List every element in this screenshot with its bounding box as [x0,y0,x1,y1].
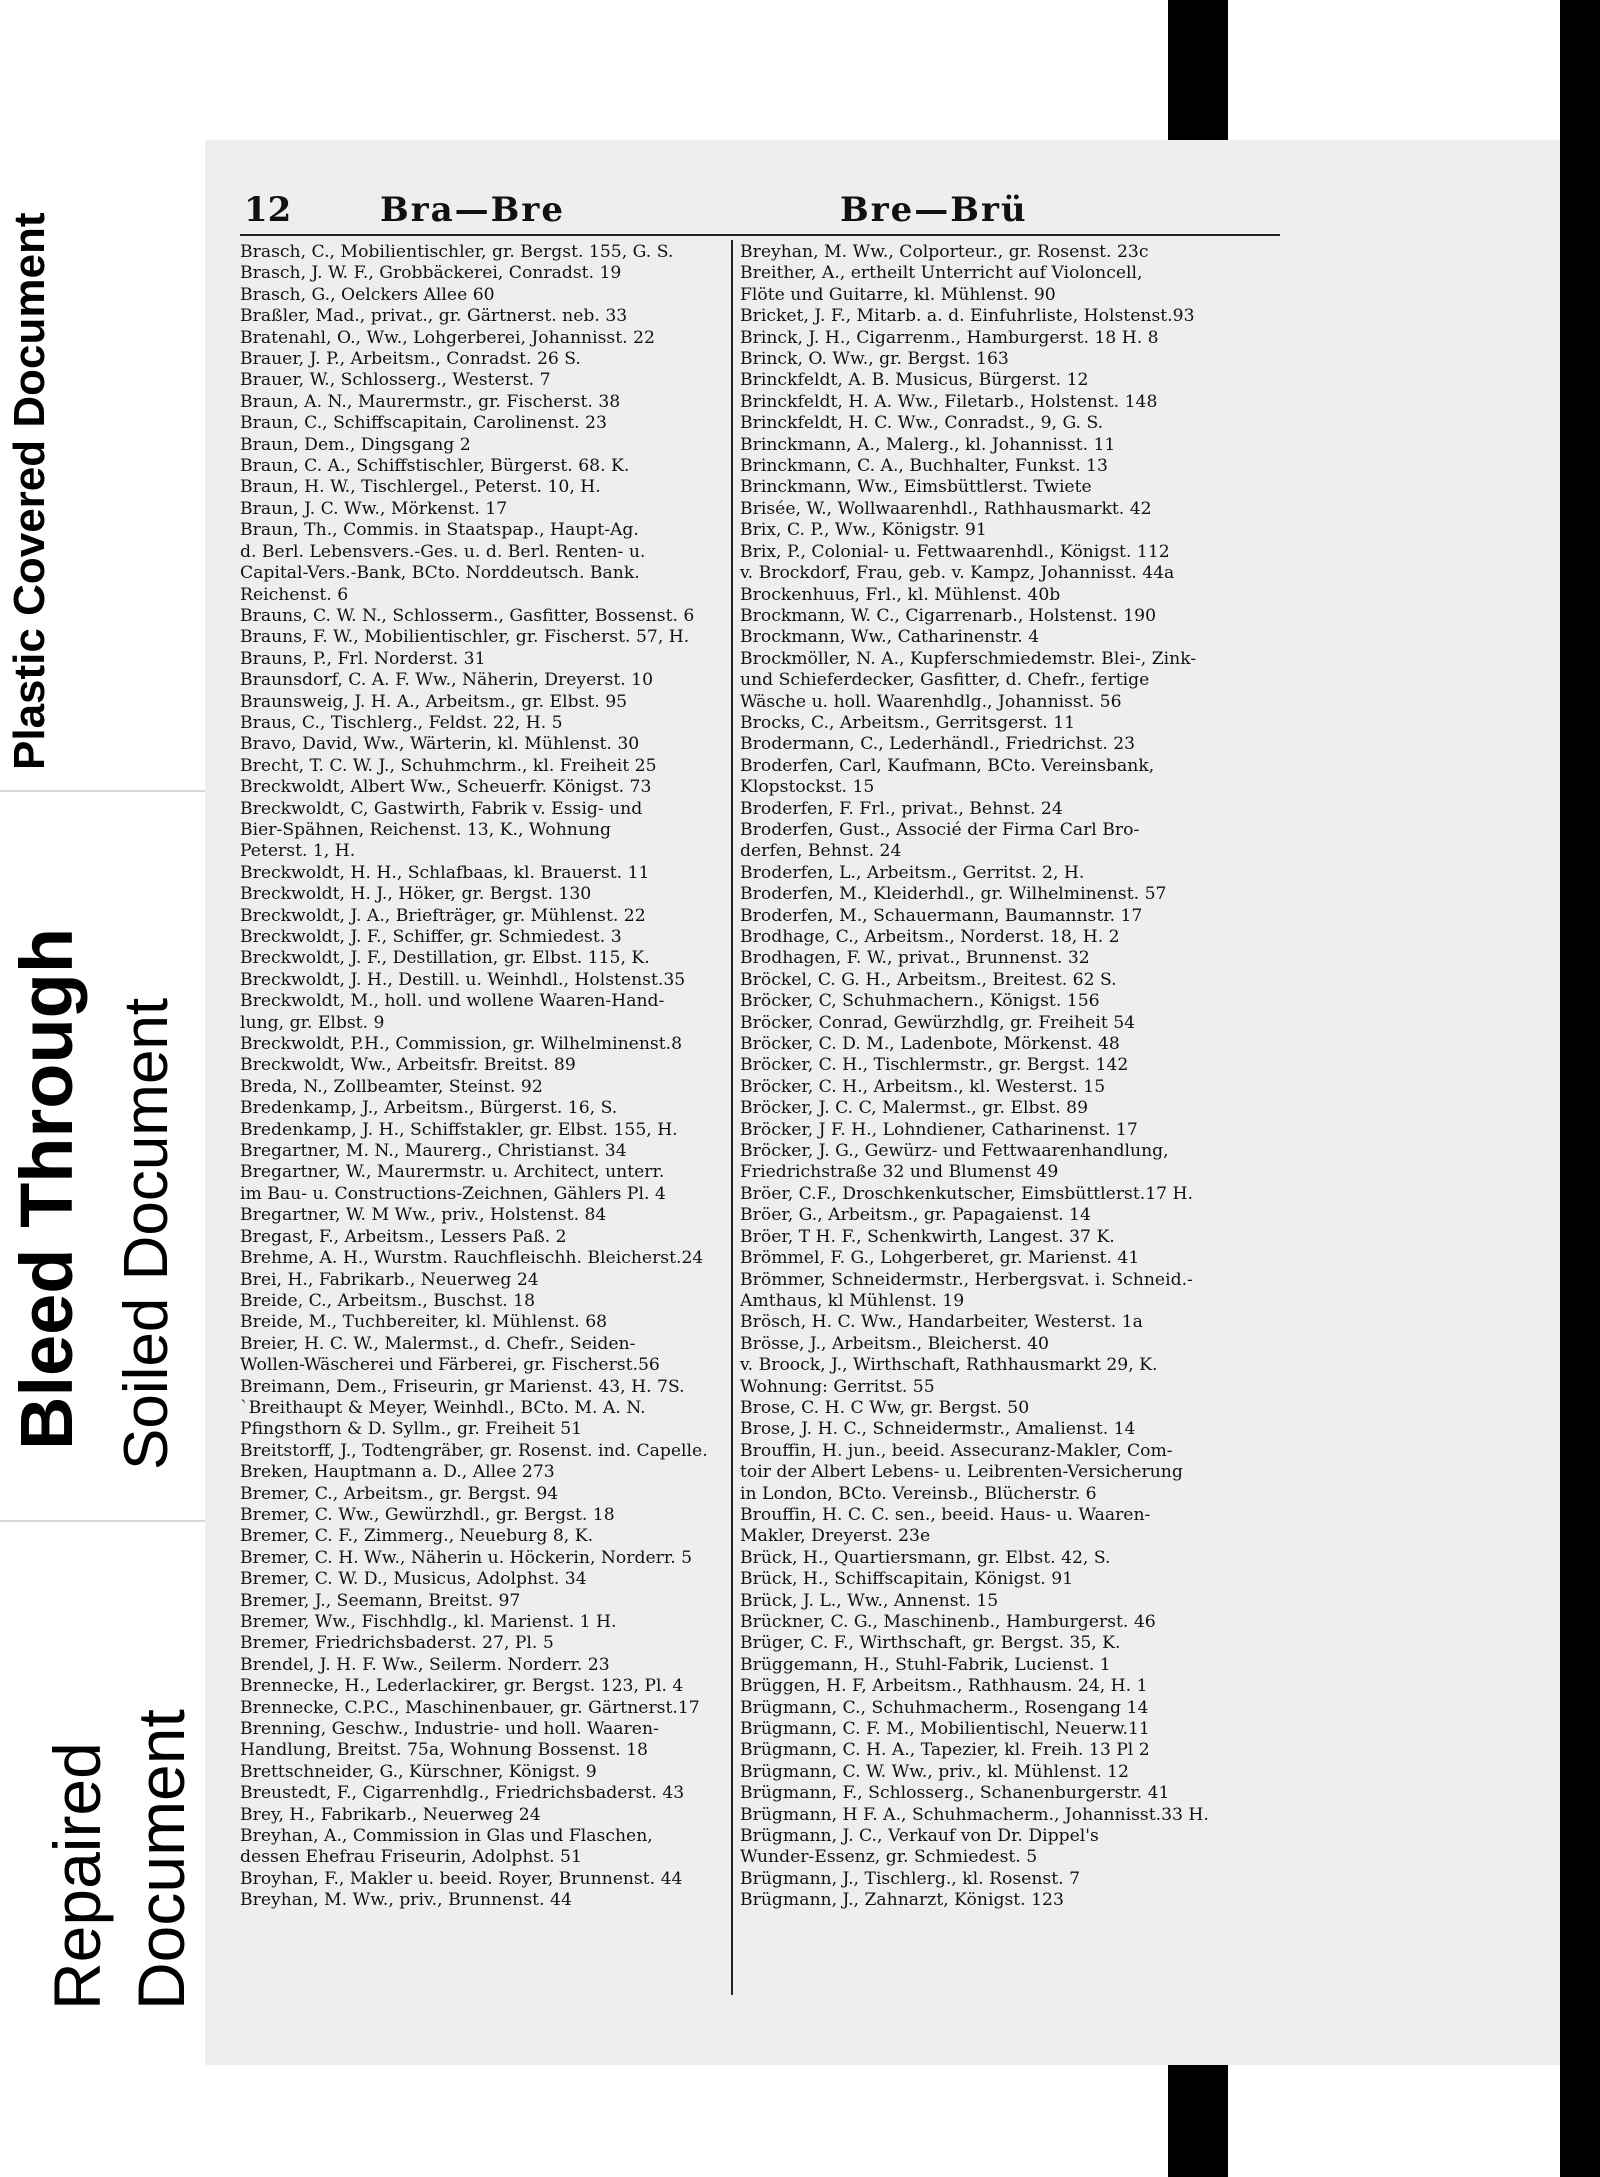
directory-entry: Brettschneider, G., Kürschner, Königst. 9 [240,1761,597,1782]
directory-entry: Breckwoldt, H. J., Höker, gr. Bergst. 130 [240,884,592,905]
directory-entry: Bregartner, M. N., Maurerg., Christianst. 34 [240,1141,627,1162]
label-divider [0,790,205,792]
directory-entry: Bröer, T H. F., Schenkwirth, Langest. 37 K. [740,1226,1115,1247]
directory-entry: Bredenkamp, J., Arbeitsm., Bürgerst. 16, S. [240,1098,618,1119]
directory-entry: dessen Ehefrau Friseurin, Adolphst. 51 [240,1847,582,1868]
directory-entry: Brodermann, C., Lederhändl., Friedrichst. 23 [740,734,1136,755]
directory-entry: Bremer, C., Arbeitsm., gr. Bergst. 94 [240,1483,559,1504]
directory-entry: Bröckel, C. G. H., Arbeitsm., Breitest. 62 S. [740,969,1117,990]
directory-entry: Klopstockst. 15 [740,777,875,798]
directory-entry: Brinckfeldt, H. C. Ww., Conradst., 9, G. S. [740,413,1104,434]
directory-entry: lung, gr. Elbst. 9 [240,1012,385,1033]
directory-entry: Breustedt, F., Cigarrenhdlg., Friedrichsbaderst. 43 [240,1783,685,1804]
directory-entry: Brück, H., Schiffscapitain, Königst. 91 [740,1569,1074,1590]
directory-entry: Broderfen, Carl, Kaufmann, BCto. Vereinsbank, [740,755,1155,776]
directory-entry: Breyhan, M. Ww., Colporteur., gr. Rosenst. 23c [740,242,1149,262]
directory-entry: Bremer, Ww., Fischhdlg., kl. Marienst. 1 H. [240,1612,617,1632]
directory-entry: Brüggemann, H., Stuhl-Fabrik, Lucienst. 1 [740,1654,1111,1675]
directory-entry: Brauer, W., Schlosserg., Westerst. 7 [240,370,551,391]
directory-entry: Brinck, J. H., Cigarrenm., Hamburgerst. 18 H. 8 [740,327,1159,348]
directory-entry: Brügmann, C., Schuhmacherm., Rosengang 14 [740,1697,1149,1718]
directory-entry: Brügmann, C. H. A., Tapezier, kl. Freih. 13 Pl 2 [740,1740,1150,1761]
directory-entry: Brück, J. L., Ww., Annenst. 15 [740,1590,999,1611]
directory-entry: Wäsche u. holl. Waarenhdlg., Johannisst. 56 [740,691,1122,712]
directory-entry: Bricket, J. F., Mitarb. a. d. Einfuhrliste, Holstenst.93 [740,306,1195,327]
directory-entry: Bredenkamp, J. H., Schiffstakler, gr. Elbst. 155, H. [240,1119,678,1140]
directory-entry: Breyhan, A., Commission in Glas und Flaschen, [240,1826,653,1847]
directory-entry: Bravo, David, Ww., Wärterin, kl. Mühlenst. 30 [240,734,640,755]
directory-entry: Wunder-Essenz, gr. Schmiedest. 5 [740,1847,1038,1868]
directory-entry: `Breithaupt & Meyer, Weinhdl., BCto. M. A. N. [240,1397,646,1418]
directory-entry: Brinckmann, A., Malerg., kl. Johannisst. 11 [740,434,1116,455]
directory-entry: Bröcker, Conrad, Gewürzhdlg, gr. Freiheit 54 [740,1012,1136,1033]
directory-entry: Brügmann, C. W. Ww., priv., kl. Mühlenst. 12 [740,1761,1129,1782]
directory-entry: Handlung, Breitst. 75a, Wohnung Bossenst. 18 [240,1740,648,1761]
bleed-through-label: Bleed Through [5,927,88,1450]
soiled-document-label: Soiled Document [112,997,181,1470]
directory-entry: Brömmer, Schneidermstr., Herbergsvat. i. Schneid.- [740,1269,1193,1290]
directory-entry: Bregast, F., Arbeitsm., Lessers Paß. 2 [240,1226,567,1247]
directory-entry: Brennecke, C.P.C., Maschinenbauer, gr. Gärtnerst.17 [240,1697,700,1718]
directory-entry: Brodhagen, F. W., privat., Brunnenst. 32 [740,948,1090,969]
directory-entry: Brösse, J., Arbeitsm., Bleicherst. 40 [740,1333,1049,1354]
directory-entry: Bröcker, J. C. C, Malermst., gr. Elbst. 89 [740,1098,1089,1119]
directory-entry: im Bau- u. Constructions-Zeichnen, Gählers Pl. 4 [240,1183,666,1204]
directory-entry: Brouffin, H. C. C. sen., beeid. Haus- u. Waaren- [740,1504,1151,1525]
directory-entry: Brix, P., Colonial- u. Fettwaarenhdl., Königst. 112 [740,541,1170,562]
directory-entry: Breier, H. C. W., Malermst., d. Chefr., Seiden- [240,1333,636,1354]
directory-entry: Brömmel, F. G., Lohgerberet, gr. Marienst. 41 [740,1248,1140,1269]
directory-entry: Brockenhuus, Frl., kl. Mühlenst. 40b [740,584,1061,605]
directory-entry: Brückner, C. G., Maschinenb., Hamburgerst. 46 [740,1612,1156,1632]
directory-entry: Brüggen, H. F, Arbeitsm., Rathhausm. 24, H. 1 [740,1676,1148,1697]
directory-entry: Broyhan, F., Makler u. beeid. Royer, Brunnenst. 44 [240,1868,683,1889]
directory-entry: Brügmann, J., Tischlerg., kl. Rosenst. 7 [740,1868,1081,1889]
directory-entry: Breckwoldt, C, Gastwirth, Fabrik v. Essig- und [240,798,643,819]
plastic-covered-label: Plastic Covered Document [5,212,54,770]
directory-entry: Bröcker, C. H., Arbeitsm., kl. Westerst. 15 [740,1076,1106,1097]
directory-entry: Brasch, G., Oelckers Allee 60 [240,284,495,305]
repaired-label: Repaired [40,1742,114,2010]
directory-entry: Makler, Dreyerst. 23e [740,1526,931,1547]
directory-entry: Bregartner, W. M Ww., priv., Holstenst. 84 [240,1205,607,1226]
directory-entry: toir der Albert Lebens- u. Leibrenten-Versicherung [740,1462,1183,1483]
directory-entry: Braun, A. N., Maurermstr., gr. Fischerst. 38 [240,391,621,412]
page-number: 12 [244,190,292,230]
directory-entry: Breckwoldt, P.H., Commission, gr. Wilhelminenst.8 [240,1034,683,1055]
directory-entry: Bremer, C. Ww., Gewürzhdl., gr. Bergst. 18 [240,1504,615,1525]
directory-entry: Brennecke, H., Lederlackirer, gr. Bergst. 123, Pl. 4 [240,1676,684,1697]
directory-entry: Bratenahl, O., Ww., Lohgerberei, Johannisst. 22 [240,327,655,348]
directory-entry: Brinckfeldt, A. B. Musicus, Bürgerst. 12 [740,370,1089,391]
directory-entry: Brinck, O. Ww., gr. Bergst. 163 [740,349,1009,370]
directory-entry: Pfingsthorn & D. Syllm., gr. Freiheit 51 [240,1419,583,1440]
repaired-document-label: Document [124,1709,198,2010]
directory-entry: Brodhage, C., Arbeitsm., Norderst. 18, H. 2 [740,927,1120,947]
directory-entry: Brisée, W., Wollwaarenhdl., Rathhausmarkt. 42 [740,498,1152,519]
directory-entry: Broderfen, F. Frl., privat., Behnst. 24 [740,798,1063,819]
directory-entry: Bröcker, C, Schuhmachern., Königst. 156 [740,991,1100,1012]
directory-entry: Brauns, C. W. N., Schlosserm., Gasfitter, Bossenst. 6 [240,605,695,626]
directory-entry: Brocks, C., Arbeitsm., Gerritsgerst. 11 [740,712,1076,733]
directory-entry: Brockmann, W. C., Cigarrenarb., Holstenst. 190 [740,605,1157,626]
directory-entry: Brehme, A. H., Wurstm. Rauchfleischh. Bleicherst.24 [240,1248,704,1269]
directory-entry: Bremer, J., Seemann, Breitst. 97 [240,1590,521,1611]
directory-entry: Wollen-Wäscherei und Färberei, gr. Fischerst.56 [240,1355,660,1376]
directory-entry: Braun, C., Schiffscapitain, Carolinenst. 23 [240,413,607,434]
directory-entry: Breide, M., Tuchbereiter, kl. Mühlenst. 68 [240,1312,608,1333]
directory-entry: Bremer, C. H. Ww., Näherin u. Höckerin, Norderr. 5 [240,1547,693,1568]
directory-entry: Bremer, C. F., Zimmerg., Neueburg 8, K. [240,1526,594,1547]
directory-entry: Brecht, T. C. W. J., Schuhmchrm., kl. Freiheit 25 [240,755,657,776]
directory-entry: Brauer, J. P., Arbeitsm., Conradst. 26 S. [240,349,581,370]
column-1 [240,242,726,1912]
directory-entry: Flöte und Guitarre, kl. Mühlenst. 90 [740,284,1056,305]
directory-entry: Amthaus, kl Mühlenst. 19 [740,1290,965,1311]
directory-entry: Brügmann, C. F. M., Mobilientischl, Neuerw.11 [740,1719,1150,1740]
directory-entry: Brinckfeldt, H. A. Ww., Filetarb., Holstenst. 148 [740,391,1158,412]
directory-entry: d. Berl. Lebensvers.-Ges. u. d. Berl. Renten- u. [240,541,646,562]
directory-entry: Bier-Spähnen, Reichenst. 13, K., Wohnung [240,819,612,840]
directory-entry: Breckwoldt, J. F., Destillation, gr. Elbst. 115, K. [240,948,650,969]
directory-entry: Capital-Vers.-Bank, BCto. Norddeutsch. Bank. [240,563,640,584]
directory-entry: Brauns, F. W., Mobilientischler, gr. Fischerst. 57, H. [240,627,690,648]
directory-entry: Brüger, C. F., Wirthschaft, gr. Bergst. 35, K. [740,1633,1121,1654]
directory-entry: Peterst. 1, H. [240,841,356,862]
directory-entry: Brauns, P., Frl. Norderst. 31 [240,648,486,669]
directory-entry: Bröcker, C. D. M., Ladenbote, Mörkenst. 48 [740,1034,1120,1055]
header-right: Bre—Brü [840,190,1028,230]
scan-edge [1560,0,1600,2177]
label-divider [0,1520,205,1522]
directory-entry: Breckwoldt, H. H., Schlafbaas, kl. Brauerst. 11 [240,862,650,883]
directory-entry: Breken, Hauptmann a. D., Allee 273 [240,1462,555,1483]
directory-entry: Bröcker, J. G., Gewürz- und Fettwaarenhandlung, [740,1141,1169,1162]
directory-entry: Breckwoldt, J. A., Briefträger, gr. Mühlenst. 22 [240,905,646,926]
column-2 [740,242,1276,1912]
directory-entry: derfen, Behnst. 24 [740,841,902,862]
directory-entry: Bregartner, W., Maurermstr. u. Architect, unterr. [240,1162,665,1183]
column-rule [731,240,733,1995]
directory-entry: Brose, J. H. C., Schneidermstr., Amalienst. 14 [740,1419,1136,1440]
directory-entry: Brei, H., Fabrikarb., Neuerweg 24 [240,1269,539,1290]
directory-entry: Breckwoldt, M., holl. und wollene Waaren-Hand- [240,991,665,1012]
directory-entry: Breitstorff, J., Todtengräber, gr. Rosenst. ind. Capelle. [240,1440,708,1461]
directory-entry: Braun, C. A., Schiffstischler, Bürgerst. 68. K. [240,456,630,477]
header-rule [240,234,1280,236]
directory-entry: Bröer, G., Arbeitsm., gr. Papagaienst. 14 [740,1205,1091,1226]
directory-entry: Brinckmann, Ww., Eimsbüttlerst. Twiete [740,477,1092,498]
directory-entry: Brügmann, J., Zahnarzt, Königst. 123 [740,1890,1064,1911]
directory-entry: Brose, C. H. C Ww, gr. Bergst. 50 [740,1397,1030,1418]
directory-entry: Breckwoldt, J. H., Destill. u. Weinhdl., Holstenst.35 [240,969,686,990]
directory-entry: Brey, H., Fabrikarb., Neuerweg 24 [240,1804,541,1825]
directory-entry: Breda, N., Zollbeamter, Steinst. 92 [240,1076,543,1097]
directory-entry: Braus, C., Tischlerg., Feldst. 22, H. 5 [240,712,563,733]
directory-entry: Bremer, C. W. D., Musicus, Adolphst. 34 [240,1569,587,1590]
directory-entry: Breckwoldt, J. F., Schiffer, gr. Schmiedest. 3 [240,927,622,947]
directory-entry: Bröer, C.F., Droschkenkutscher, Eimsbüttlerst.17 H. [740,1183,1194,1204]
directory-entry: Brockmann, Ww., Catharinenstr. 4 [740,627,1040,648]
scanned-page [205,140,1600,2065]
directory-entry: und Schieferdecker, Gasfitter, d. Chefr., fertige [740,670,1150,691]
directory-entry: Brinckmann, C. A., Buchhalter, Funkst. 13 [740,456,1108,477]
directory-entry: Bröcker, C. H., Tischlermstr., gr. Bergst. 142 [740,1055,1129,1076]
directory-entry: Breyhan, M. Ww., priv., Brunnenst. 44 [240,1890,572,1911]
directory-entry: Brasch, C., Mobilientischler, gr. Bergst. 155, G. S. [240,242,674,262]
directory-entry: Breckwoldt, Albert Ww., Scheuerfr. Königst. 73 [240,777,652,798]
directory-entry: Brendel, J. H. F. Ww., Seilerm. Norderr. 23 [240,1654,610,1675]
directory-entry: Brösch, H. C. Ww., Handarbeiter, Westerst. 1a [740,1312,1143,1333]
directory-entry: Braunsweig, J. H. A., Arbeitsm., gr. Elbst. 95 [240,691,628,712]
directory-entry: Friedrichstraße 32 und Blumenst 49 [740,1162,1059,1183]
directory-entry: Braun, H. W., Tischlergel., Peterst. 10, H. [240,477,601,498]
directory-entry: Braun, Th., Commis. in Staatspap., Haupt-Ag. [240,520,639,541]
directory-entry: Brenning, Geschw., Industrie- und holl. Waaren- [240,1719,659,1740]
directory-entry: Reichenst. 6 [240,584,349,605]
directory-entry: Bröcker, J F. H., Lohndiener, Catharinenst. 17 [740,1119,1138,1140]
directory-entry: Wohnung: Gerritst. 55 [740,1376,935,1397]
directory-entry: Brasch, J. W. F., Grobbäckerei, Conradst. 19 [240,263,622,284]
directory-entry: in London, BCto. Vereinsb., Blücherstr. 6 [740,1483,1097,1504]
directory-entry: Brügmann, H F. A., Schuhmacherm., Johannisst.33 H. [740,1804,1209,1825]
directory-entry: Brügmann, F., Schlosserg., Schanenburgerstr. 41 [740,1783,1170,1804]
directory-entry: v. Broock, J., Wirthschaft, Rathhausmarkt 29, K. [740,1355,1158,1376]
directory-entry: Braun, Dem., Dingsgang 2 [240,434,471,455]
directory-entry: Brockmöller, N. A., Kupferschmiedemstr. Blei-, Zink- [740,648,1197,669]
directory-entry: Braunsdorf, C. A. F. Ww., Näherin, Dreyerst. 10 [240,670,654,691]
directory-entry: Broderfen, M., Kleiderhdl., gr. Wilhelminenst. 57 [740,884,1167,905]
directory-entry: Breide, C., Arbeitsm., Buschst. 18 [240,1290,535,1311]
directory-entry: Broderfen, M., Schauermann, Baumannstr. 17 [740,905,1143,926]
directory-entry: Brück, H., Quartiersmann, gr. Elbst. 42, S. [740,1547,1111,1568]
directory-entry: Breckwoldt, Ww., Arbeitsfr. Breitst. 89 [240,1055,576,1076]
directory-entry: Braun, J. C. Ww., Mörkenst. 17 [240,498,508,519]
directory-entry: Braßler, Mad., privat., gr. Gärtnerst. neb. 33 [240,306,628,327]
directory-entry: Broderfen, L., Arbeitsm., Gerritst. 2, H. [740,862,1085,883]
directory-entry: Brügmann, J. C., Verkauf von Dr. Dippel's [740,1826,1099,1847]
directory-entry: Bremer, Friedrichsbaderst. 27, Pl. 5 [240,1633,554,1654]
header-left: Bra—Bre [380,190,565,230]
directory-entry: v. Brockdorf, Frau, geb. v. Kampz, Johannisst. 44a [740,563,1175,584]
directory-entry: Brouffin, H. jun., beeid. Assecuranz-Makler, Com- [740,1440,1173,1461]
directory-entry: Broderfen, Gust., Associé der Firma Carl Bro- [740,819,1140,840]
directory-entry: Breimann, Dem., Friseurin, gr Marienst. 43, H. 7S. [240,1376,685,1397]
directory-entry: Breither, A., ertheilt Unterricht auf Violoncell, [740,263,1143,284]
directory-entry: Brix, C. P., Ww., Königstr. 91 [740,520,987,541]
